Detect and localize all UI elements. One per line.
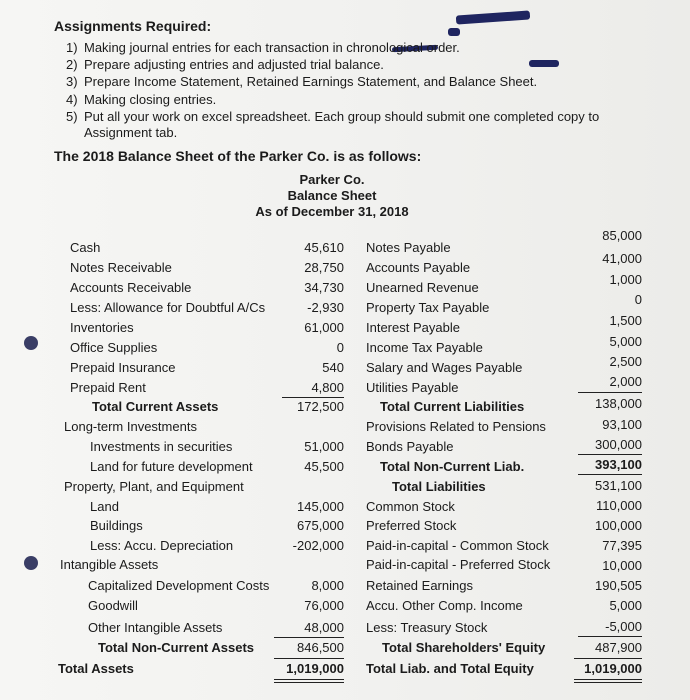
requirements-title: Assignments Required: (54, 18, 212, 34)
asset-label: Less: Accu. Depreciation (90, 538, 234, 553)
liability-amount: 1,500 (609, 313, 642, 328)
underline (274, 658, 344, 659)
equity-amount: 100,000 (595, 518, 642, 533)
asset-label: Less: Allowance for Doubtful A/Cs (70, 300, 266, 315)
underline (578, 636, 642, 637)
statement-title: Balance Sheet (287, 188, 377, 203)
asset-amount: 34,730 (304, 280, 344, 295)
asset-amount: 61,000 (304, 320, 344, 335)
liability-label: Interest Payable (366, 320, 460, 335)
liab-equity-grand-total-amount: 1,019,000 (584, 661, 642, 676)
liability-label: Provisions Related to Pensions (366, 419, 546, 434)
liability-label: Bonds Payable (366, 439, 454, 454)
liability-total-amount: 393,100 (595, 457, 642, 472)
asset-label: Land for future development (90, 459, 253, 474)
asset-total-amount: 846,500 (297, 640, 344, 655)
double-underline (574, 682, 642, 683)
equity-total-amount: 487,900 (595, 640, 642, 655)
liability-label: Property Tax Payable (366, 300, 490, 315)
requirement-item: 5) Put all your work on excel spreadsheet. Each group should submit one completed copy to (66, 109, 600, 124)
asset-label: Inventories (70, 320, 134, 335)
equity-amount: -5,000 (605, 619, 642, 634)
asset-label: Prepaid Insurance (70, 360, 176, 375)
asset-amount: -2,930 (307, 300, 344, 315)
asset-amount: 45,610 (304, 240, 344, 255)
asset-label: Land (90, 499, 119, 514)
liability-amount: 93,100 (602, 417, 642, 432)
liability-amount: 85,000 (602, 228, 642, 243)
double-underline (274, 679, 344, 680)
underline (578, 454, 642, 455)
asset-section-label: Long-term Investments (64, 419, 197, 434)
asset-label: Capitalized Development Costs (88, 578, 270, 593)
asset-label: Accounts Receivable (70, 280, 192, 295)
redaction-scribble-icon (456, 10, 530, 24)
asset-amount: 145,000 (297, 499, 344, 514)
redaction-scribble-icon (529, 60, 559, 67)
company-name: Parker Co. (299, 172, 365, 187)
equity-total-label: Total Shareholders' Equity (382, 640, 546, 655)
liability-label: Notes Payable (366, 240, 451, 255)
asset-label: Goodwill (88, 598, 138, 613)
equity-amount: 190,505 (595, 578, 642, 593)
asset-section-label: Property, Plant, and Equipment (64, 479, 244, 494)
requirement-item: 3) Prepare Income Statement, Retained Earnings Statement, and Balance Sheet. (66, 74, 538, 89)
requirement-item: 1) Making journal entries for each transaction in chronological order. (66, 40, 460, 55)
asset-label: Investments in securities (90, 439, 233, 454)
asset-label: Cash (70, 240, 101, 255)
equity-amount: 10,000 (602, 558, 642, 573)
asset-amount: 28,750 (304, 260, 344, 275)
asset-label: Buildings (90, 518, 143, 533)
requirement-item: 2) Prepare adjusting entries and adjusted trial balance. (66, 57, 384, 72)
liability-label: Salary and Wages Payable (366, 360, 523, 375)
liability-amount: 0 (634, 292, 642, 307)
underline (574, 658, 642, 659)
asset-amount: 45,500 (304, 459, 344, 474)
requirement-item: 4) Making closing entries. (66, 92, 217, 107)
underline (274, 637, 344, 638)
asset-label: Office Supplies (70, 340, 158, 355)
equity-label: Paid-in-capital - Common Stock (366, 538, 549, 553)
asset-total-label: Total Current Assets (92, 399, 219, 414)
equity-label: Less: Treasury Stock (366, 620, 488, 635)
asset-amount: 4,800 (311, 380, 344, 395)
balance-sheet-intro: The 2018 Balance Sheet of the Parker Co. is as follows: (54, 148, 422, 164)
asset-section-label: Intangible Assets (60, 557, 159, 572)
asset-label: Notes Receivable (70, 260, 172, 275)
equity-amount: 5,000 (609, 598, 642, 613)
underline (282, 397, 344, 398)
equity-label: Preferred Stock (366, 518, 457, 533)
liability-grand-total-label: Total Liabilities (392, 479, 486, 494)
equity-label: Paid-in-capital - Preferred Stock (366, 557, 551, 572)
asset-total-amount: 172,500 (297, 399, 344, 414)
liability-label: Unearned Revenue (366, 280, 479, 295)
liability-total-label: Total Current Liabilities (380, 399, 525, 414)
liability-grand-total-amount: 531,100 (595, 478, 642, 493)
double-underline (574, 679, 642, 680)
binder-hole-icon (24, 556, 38, 570)
equity-amount: 77,395 (602, 538, 642, 553)
underline (578, 392, 642, 393)
equity-label: Accu. Other Comp. Income (366, 598, 523, 613)
liability-label: Income Tax Payable (366, 340, 483, 355)
asset-total-label: Total Non-Current Assets (98, 640, 255, 655)
double-underline (274, 682, 344, 683)
asset-amount: -202,000 (292, 538, 344, 553)
equity-amount: 110,000 (595, 498, 642, 513)
asset-amount: 8,000 (311, 578, 344, 593)
liability-amount: 5,000 (609, 334, 642, 349)
redaction-scribble-icon (448, 28, 460, 36)
asset-label: Other Intangible Assets (88, 620, 223, 635)
asset-amount: 48,000 (304, 620, 344, 635)
liability-amount: 300,000 (595, 437, 642, 452)
liability-amount: 2,000 (609, 374, 642, 389)
equity-label: Common Stock (366, 499, 455, 514)
asset-grand-total-amount: 1,019,000 (286, 661, 344, 676)
asset-label: Prepaid Rent (70, 380, 146, 395)
liability-amount: 1,000 (609, 272, 642, 287)
binder-hole-icon (24, 336, 38, 350)
requirement-item-continued: Assignment tab. (84, 125, 178, 140)
underline (578, 474, 642, 475)
statement-date: As of December 31, 2018 (255, 204, 409, 219)
equity-label: Retained Earnings (366, 578, 473, 593)
asset-amount: 675,000 (297, 518, 344, 533)
liability-amount: 2,500 (609, 354, 642, 369)
liab-equity-grand-total-label: Total Liab. and Total Equity (366, 661, 534, 676)
liability-label: Accounts Payable (366, 260, 471, 275)
asset-amount: 0 (336, 340, 344, 355)
liability-total-amount: 138,000 (595, 396, 642, 411)
asset-grand-total-label: Total Assets (58, 661, 134, 676)
liability-label: Utilities Payable (366, 380, 459, 395)
asset-amount: 51,000 (304, 439, 344, 454)
asset-amount: 540 (322, 360, 344, 375)
liability-amount: 41,000 (602, 251, 642, 266)
liability-total-label: Total Non-Current Liab. (380, 459, 525, 474)
asset-amount: 76,000 (304, 598, 344, 613)
